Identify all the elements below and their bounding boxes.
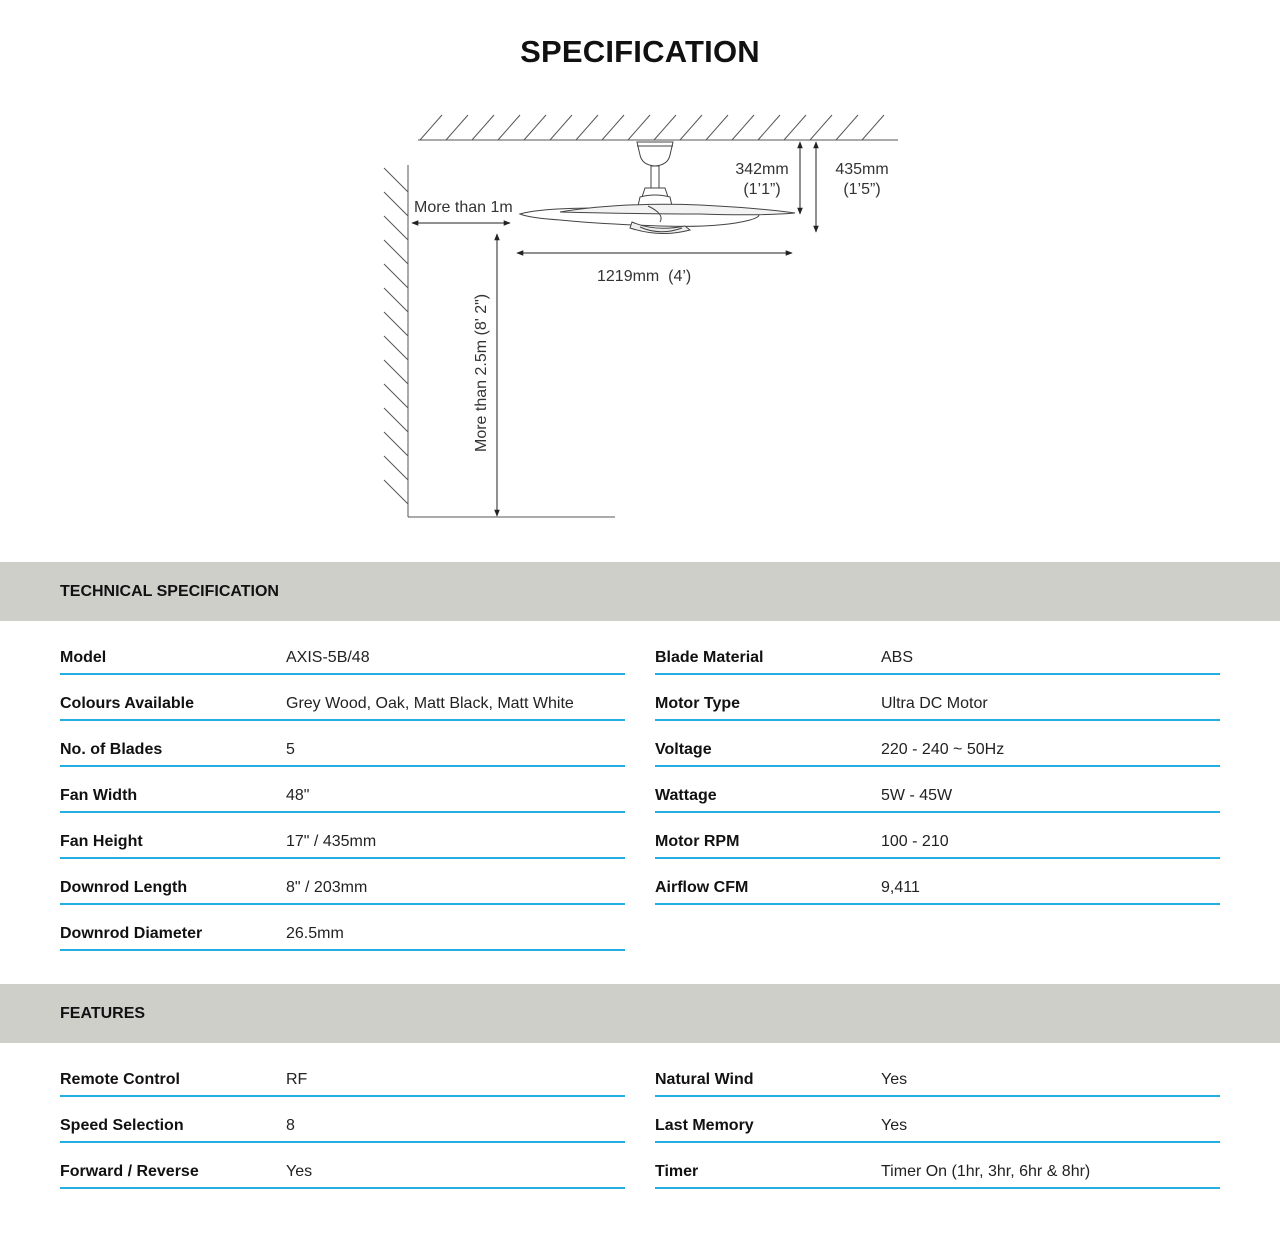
- features-heading: FEATURES: [60, 1005, 146, 1022]
- spec-value: 9,411: [881, 879, 920, 896]
- fan-installation-diagram: [0, 0, 1280, 540]
- spec-label: No. of Blades: [60, 741, 163, 758]
- spec-row: [655, 859, 1220, 905]
- spec-row: [60, 905, 625, 951]
- page-title: SPECIFICATION: [520, 34, 760, 69]
- spec-label: Model: [60, 649, 107, 666]
- downrod-drop-label: 342mm: [735, 161, 789, 178]
- feature-row: [655, 1097, 1220, 1143]
- feature-label: Remote Control: [60, 1071, 180, 1088]
- spec-row: [655, 767, 1220, 813]
- feature-value: RF: [286, 1071, 308, 1088]
- feature-label: Timer: [655, 1163, 699, 1180]
- spec-row: [60, 721, 625, 767]
- spec-label: Fan Height: [60, 833, 143, 850]
- feature-row: [60, 1143, 625, 1189]
- wall-hatch: [384, 165, 408, 517]
- spec-row: [60, 813, 625, 859]
- downrod-drop-imperial-label: (1’1”): [743, 181, 781, 198]
- spec-label: Motor Type: [655, 695, 741, 712]
- features-header: [0, 984, 1280, 1043]
- spec-row: [655, 721, 1220, 767]
- features-left-column: [60, 1051, 625, 1189]
- spec-value: 8" / 203mm: [286, 879, 368, 896]
- spec-value: 17" / 435mm: [286, 833, 377, 850]
- spec-value: ABS: [881, 649, 914, 666]
- ceiling-hatch: [418, 115, 898, 140]
- spec-row: [655, 813, 1220, 859]
- spec-value: 48": [286, 787, 310, 804]
- technical-spec-right-column: [655, 629, 1220, 905]
- spec-label: Downrod Length: [60, 879, 188, 896]
- spec-label: Motor RPM: [655, 833, 740, 850]
- spec-label: Voltage: [655, 741, 712, 758]
- technical-spec-left-column: [60, 629, 625, 951]
- spec-row: [60, 859, 625, 905]
- spec-value: 100 - 210: [881, 833, 949, 850]
- fan-height-imperial-label: (1’5”): [843, 181, 881, 198]
- feature-label: Last Memory: [655, 1117, 754, 1134]
- spec-value: Grey Wood, Oak, Matt Black, Matt White: [286, 695, 574, 712]
- spec-value: 5W - 45W: [881, 787, 953, 804]
- floor-clearance-label: More than 2.5m (8' 2"): [473, 293, 490, 452]
- spec-value: AXIS-5B/48: [286, 649, 370, 666]
- feature-value: Timer On (1hr, 3hr, 6hr & 8hr): [881, 1163, 1091, 1180]
- feature-row: [655, 1143, 1220, 1189]
- technical-spec-heading: TECHNICAL SPECIFICATION: [60, 583, 279, 600]
- feature-value: Yes: [881, 1071, 908, 1088]
- spec-label: Airflow CFM: [655, 879, 749, 896]
- fan-height-label: 435mm: [835, 161, 889, 178]
- feature-value: 8: [286, 1117, 295, 1134]
- spec-row: [60, 767, 625, 813]
- feature-value: Yes: [881, 1117, 908, 1134]
- feature-row: [655, 1051, 1220, 1097]
- features-right-column: [655, 1051, 1220, 1189]
- spec-label: Wattage: [655, 787, 717, 804]
- spec-label: Downrod Diameter: [60, 925, 203, 942]
- spec-row: [655, 675, 1220, 721]
- fan-span-label: 1219mm (4’): [597, 268, 692, 285]
- spec-row: [60, 675, 625, 721]
- spec-label: Blade Material: [655, 649, 764, 666]
- spec-row: [60, 629, 625, 675]
- spec-value: Ultra DC Motor: [881, 695, 988, 712]
- feature-value: Yes: [286, 1163, 313, 1180]
- spec-row: [655, 629, 1220, 675]
- feature-label: Forward / Reverse: [60, 1163, 199, 1180]
- wall-clearance-label: More than 1m: [414, 199, 513, 216]
- spec-value: 220 - 240 ~ 50Hz: [881, 741, 1005, 758]
- spec-value: 26.5mm: [286, 925, 344, 942]
- feature-row: [60, 1097, 625, 1143]
- feature-row: [60, 1051, 625, 1097]
- spec-value: 5: [286, 741, 295, 758]
- spec-label: Fan Width: [60, 787, 138, 804]
- feature-label: Natural Wind: [655, 1071, 754, 1088]
- feature-label: Speed Selection: [60, 1117, 184, 1134]
- technical-spec-header: [0, 562, 1280, 621]
- spec-label: Colours Available: [60, 695, 194, 712]
